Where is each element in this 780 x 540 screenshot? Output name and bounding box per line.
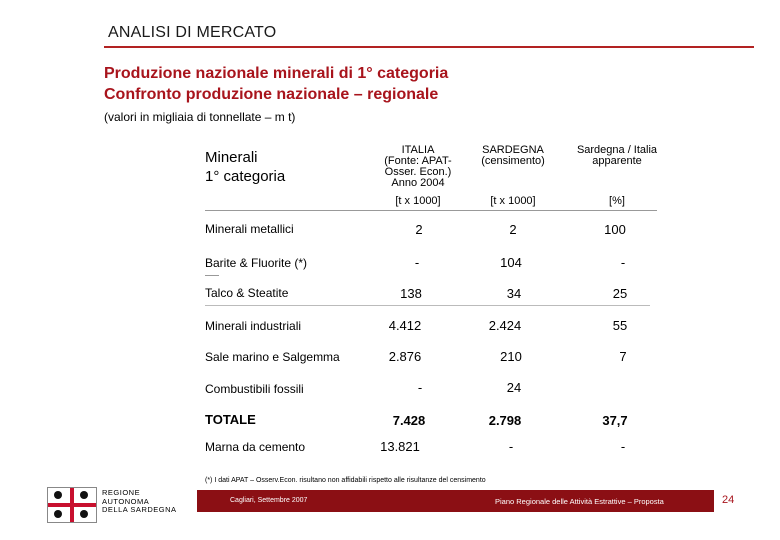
logo-line: AUTONOMA [102, 496, 150, 506]
unit-sardegna: [t x 1000] [490, 195, 536, 207]
col-head-line: Osser. Econ.) [384, 166, 452, 178]
footer-date: Cagliari, Settembre 2007 [230, 497, 308, 504]
cell-ratio-total: 37,7 [602, 413, 628, 428]
row-label-combustibili-fossili: Combustibili fossili [205, 382, 304, 396]
cell-italia: 13.821 [380, 439, 420, 454]
col-head-line: Sardegna / Italia [576, 144, 658, 156]
table-header-divider [205, 210, 657, 211]
footnote: (*) I dati APAT – Osserv.Econ. risultano non affidabili rispetto alle risultanze del censimento [205, 477, 486, 484]
cell-sardegna: 104 [500, 255, 522, 270]
slide-title-1: Produzione nazionale minerali di 1° categoria [104, 65, 449, 82]
regione-name [102, 489, 177, 515]
cell-sardegna-total: 2.798 [488, 413, 522, 428]
row-divider [205, 305, 650, 306]
four-moors-flag-icon [48, 488, 96, 522]
logo-line: DELLA SARDEGNA [102, 505, 177, 514]
corner-line-1: Minerali [205, 149, 258, 166]
unit-italia: [t x 1000] [395, 195, 441, 207]
corner-line-2: 1° categoria [205, 168, 286, 185]
cell-italia: - [417, 380, 423, 395]
header-rule [104, 46, 754, 48]
cell-sardegna: 34 [506, 286, 522, 301]
row-label-minerali-industriali: Minerali industriali [205, 319, 302, 333]
cell-ratio: 55 [612, 318, 628, 333]
header-title: ANALISI DI MERCATO [108, 24, 277, 41]
cell-ratio: 7 [619, 349, 627, 364]
cell-italia-total: 7.428 [392, 413, 426, 428]
col-head-line: apparente [592, 155, 642, 167]
slide-title-2: Confronto produzione nazionale – regionale [104, 86, 439, 103]
table-corner-label [205, 148, 285, 186]
cell-ratio: - [620, 255, 626, 270]
col-head-line: Anno 2004 [391, 177, 445, 189]
column-header-ratio [562, 145, 672, 167]
logo-line: REGIONE [102, 488, 141, 497]
column-header-italia [368, 145, 468, 189]
cell-sardegna: - [508, 439, 514, 454]
cell-ratio: 100 [604, 222, 626, 237]
footer-document-title: Piano Regionale delle Attività Estrattive – Proposta [495, 497, 664, 506]
units-note: (valori in migliaia di tonnellate – m t) [104, 110, 296, 124]
row-label-marna-cemento: Marna da cemento [205, 440, 306, 454]
row-label-minerali-metallici: Minerali metallici [205, 222, 294, 236]
cell-sardegna: 210 [500, 349, 522, 364]
cell-italia: 4.412 [388, 318, 422, 333]
row-label-totale: TOTALE [205, 412, 256, 427]
row-label-talco-steatite: Talco & Steatite [205, 286, 289, 300]
row-label-barite-fluorite: Barite & Fluorite (*) [205, 256, 308, 270]
row-divider [205, 275, 219, 276]
col-head-line: (Fonte: APAT- [384, 155, 452, 167]
regione-logo [47, 487, 97, 523]
cell-italia: - [414, 255, 420, 270]
cell-ratio: - [620, 439, 626, 454]
row-label-sale-marino: Sale marino e Salgemma [205, 350, 340, 364]
col-head-line: (censimento) [481, 155, 545, 167]
column-header-sardegna [468, 145, 558, 167]
col-head-line: ITALIA [401, 144, 435, 156]
cell-sardegna: 2.424 [488, 318, 522, 333]
col-head-line: SARDEGNA [482, 144, 544, 156]
page-number: 24 [722, 494, 735, 506]
cell-sardegna: 24 [506, 380, 522, 395]
cell-sardegna: 2 [509, 222, 517, 237]
cell-italia: 2 [415, 222, 423, 237]
unit-ratio: [%] [609, 195, 625, 207]
cell-ratio: 25 [612, 286, 628, 301]
cell-italia: 2.876 [388, 349, 422, 364]
cell-italia: 138 [400, 286, 422, 301]
